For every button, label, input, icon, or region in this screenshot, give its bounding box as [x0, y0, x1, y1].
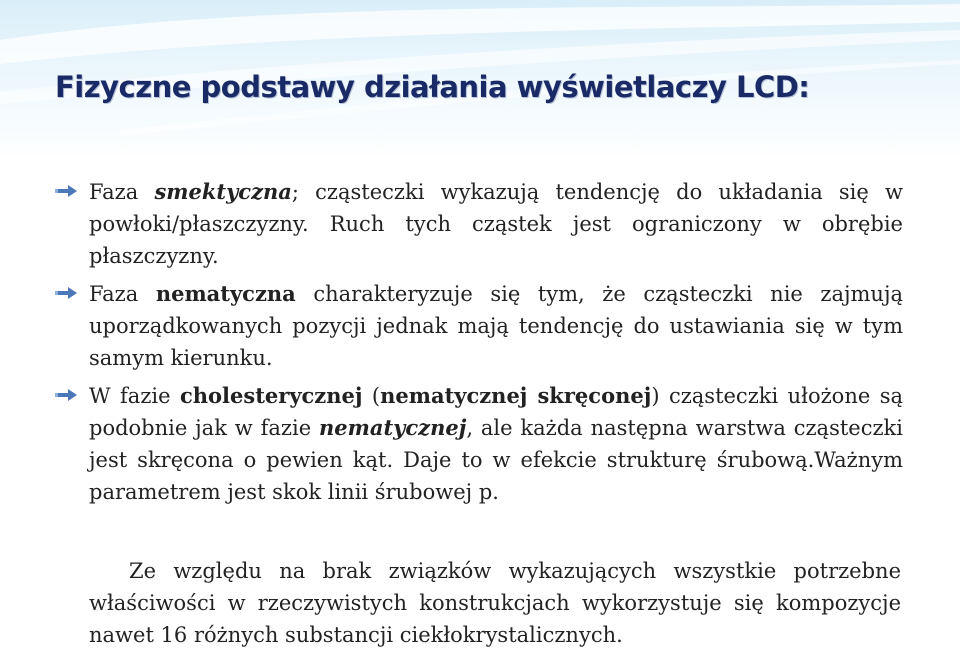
bullet-item-smectic — [55, 176, 903, 272]
term-nematic: nematyczna — [155, 281, 296, 306]
text-run: Faza — [89, 282, 156, 306]
text-run: ; cząsteczki wykazują tendencję do układania się w powłoki/płaszczyzny. Ruch tych cząstek jest ograniczony w obrębie płaszczyzny. — [89, 180, 903, 268]
term-smectic: smektyczna — [154, 179, 292, 204]
bullet-item-cholesteric — [55, 380, 903, 508]
term-twisted-nematic: nematycznej skręconej — [380, 383, 652, 408]
slide-title: Fizyczne podstawy działania wyświetlaczy LCD: — [55, 70, 810, 104]
arrow-bullet-icon — [55, 185, 77, 197]
text-run: ) cząsteczki ułożone są podobnie jak w fazie — [89, 384, 904, 440]
text-run: Faza — [89, 180, 155, 204]
text-run: W fazie — [89, 384, 180, 408]
term-nematic-italic: nematycznej — [319, 415, 467, 440]
text-run: charakteryzuje się tym, że cząsteczki nie zajmują uporządkowanych pozycji jednak mają tendencję do ustawiania się w tym samym kierunku. — [89, 282, 903, 370]
bullet-list — [55, 176, 903, 514]
closing-paragraph: Ze względu na brak związków wykazujących wszystkie potrzebne właściwości w rzeczywistych konstrukcjach wykorzystuje się kompozycje nawet 16 różnych substancji ciekłokrystalicznych. — [89, 559, 901, 647]
arrow-bullet-icon — [55, 287, 77, 299]
bullet-text — [89, 278, 903, 374]
bullet-item-nematic — [55, 278, 903, 374]
term-cholesteric: cholesterycznej — [179, 383, 363, 408]
arrow-bullet-icon — [55, 389, 77, 401]
bullet-text — [89, 176, 903, 272]
text-run: , ale każda następna warstwa cząsteczki jest skręcona o pewien kąt. Daje to w efekcie strukturę śrubową.Ważnym parametrem jest skok linii śrubowej p. — [89, 416, 903, 504]
bullet-text — [89, 380, 903, 508]
text-run: ( — [362, 384, 381, 408]
